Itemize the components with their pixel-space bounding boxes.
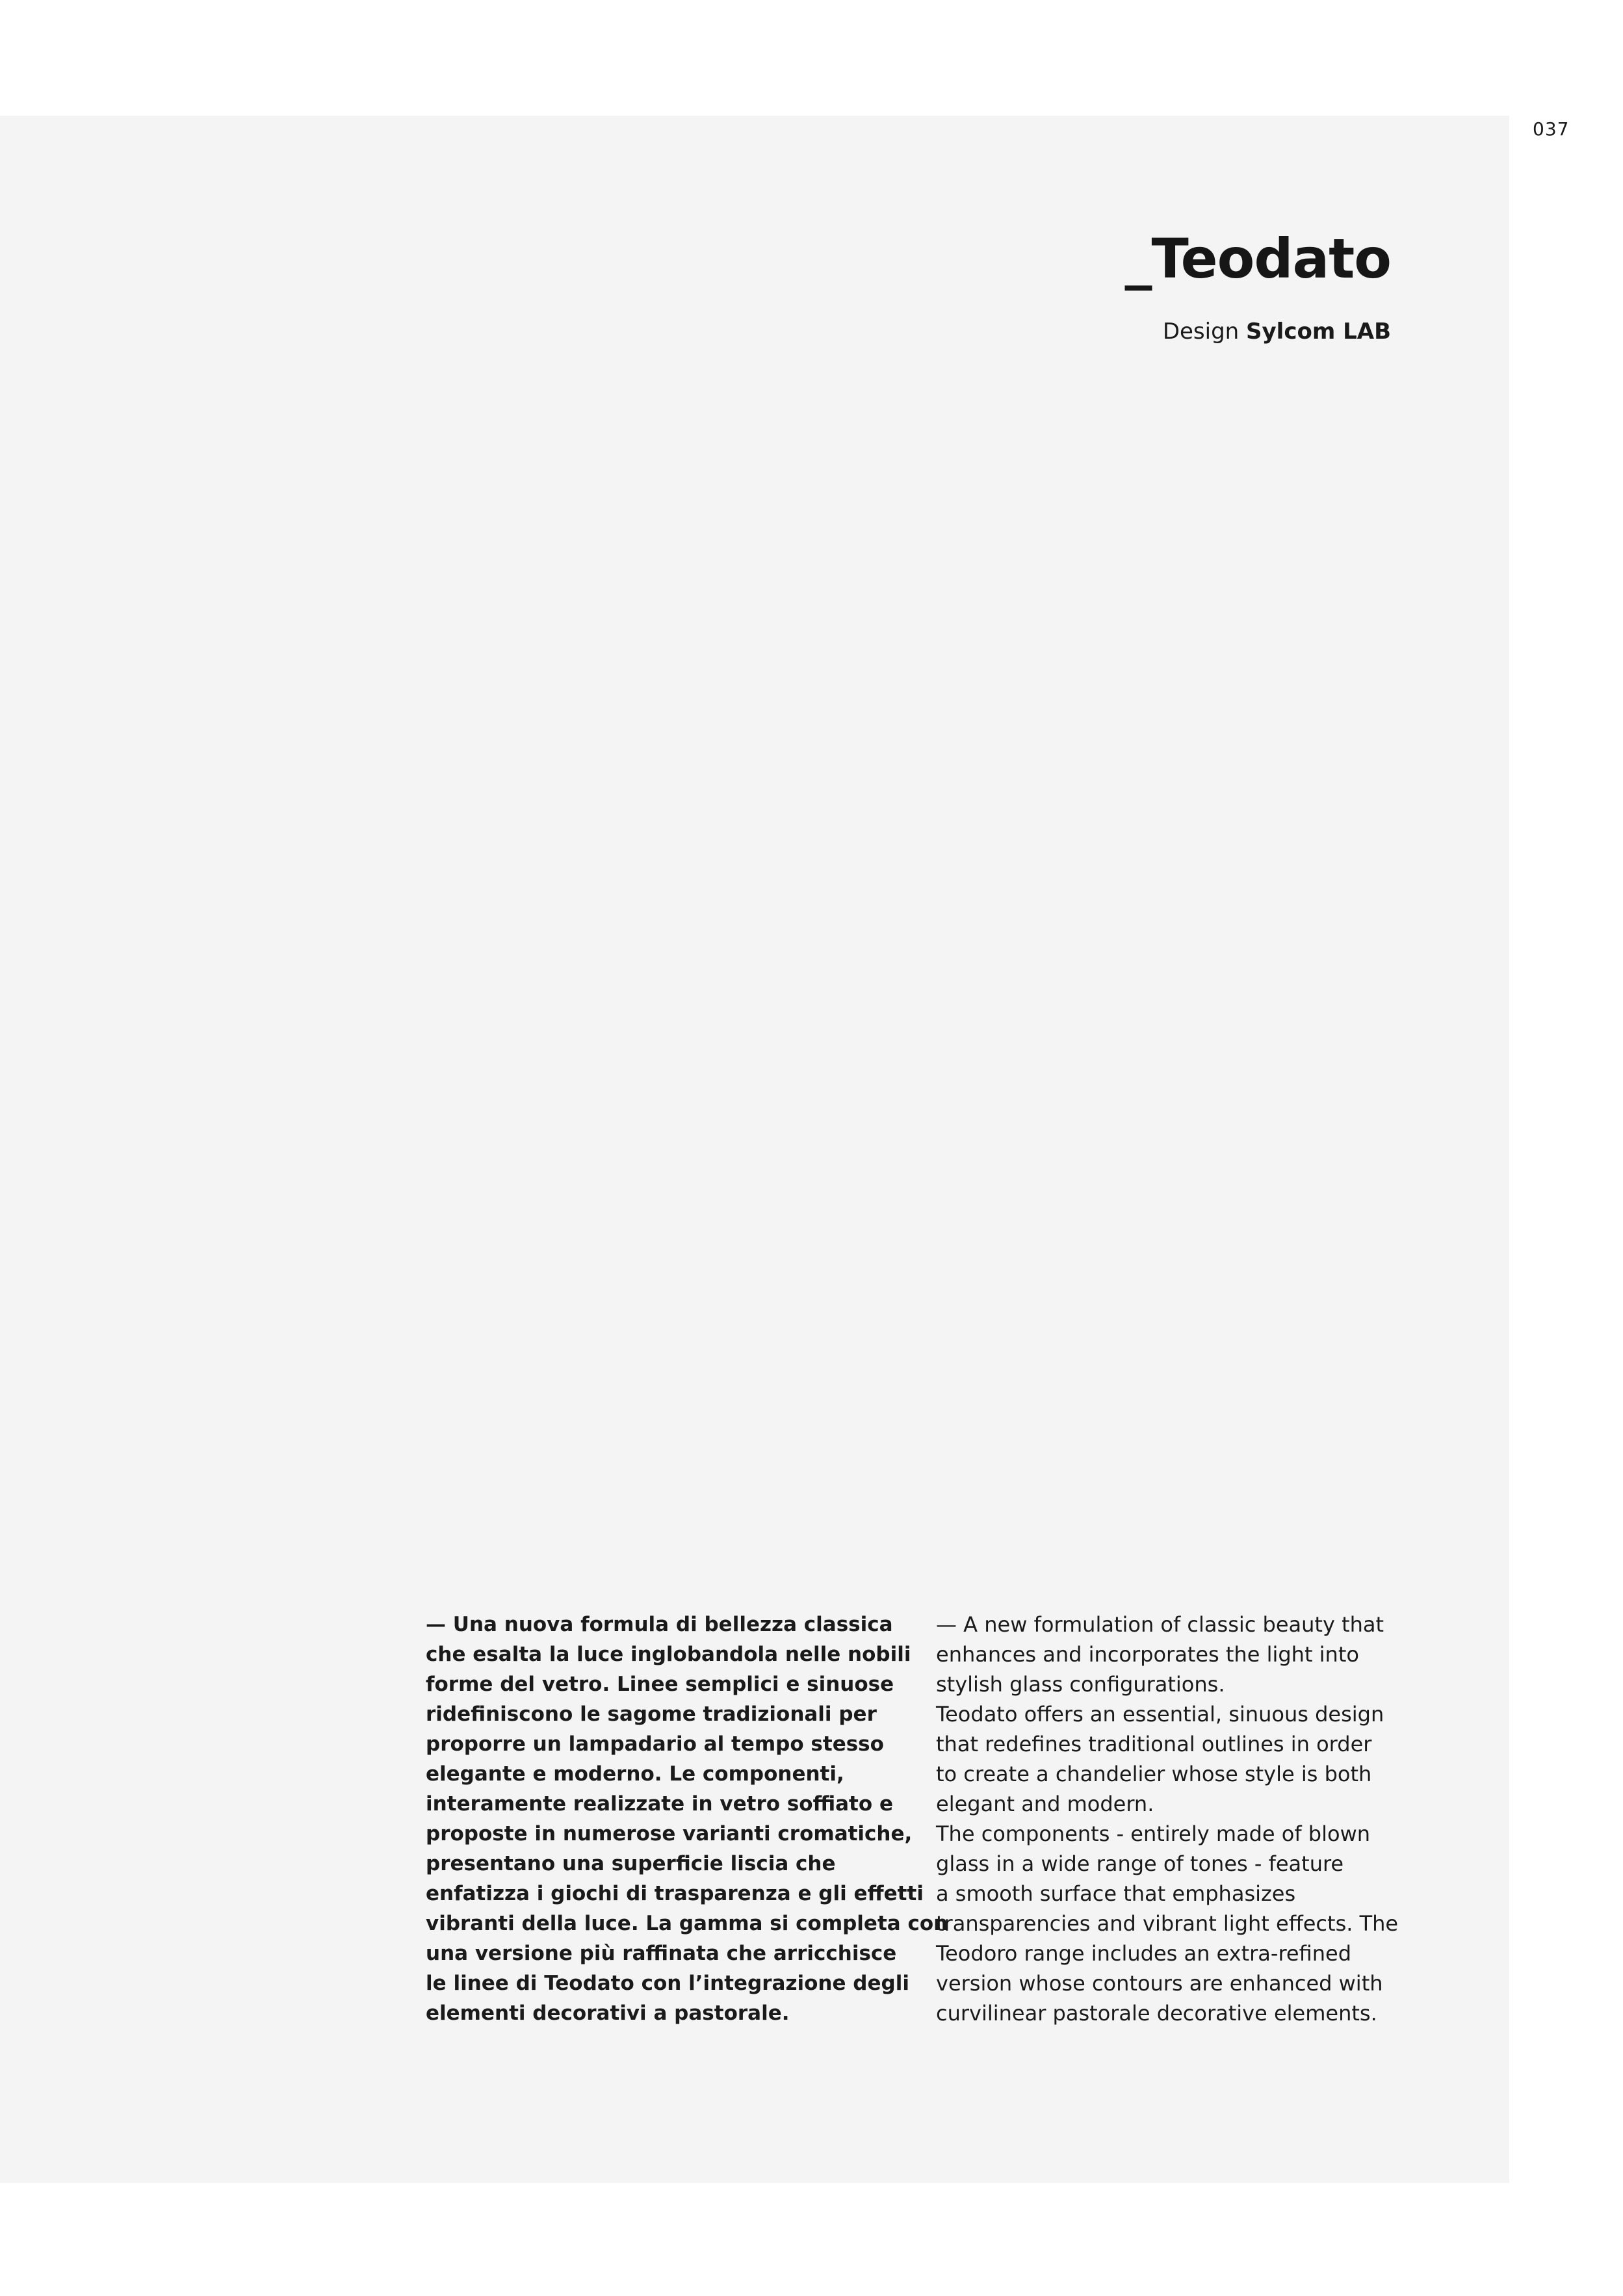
text-line: che esalta la luce inglobandola nelle nobili xyxy=(426,1643,911,1666)
text-line: forme del vetro. Linee semplici e sinuose xyxy=(426,1673,894,1696)
page-title: _Teodato xyxy=(1124,227,1391,291)
text-line: — A new formulation of classic beauty that xyxy=(936,1612,1384,1637)
text-line: elegant and modern. xyxy=(936,1792,1154,1816)
text-line: elementi decorativi a pastorale. xyxy=(426,2002,790,2025)
page-number: 037 xyxy=(1533,118,1570,140)
design-credit xyxy=(1163,320,1391,343)
text-line: proporre un lampadario al tempo stesso xyxy=(426,1732,884,1756)
design-credit-prefix: Design xyxy=(1162,319,1247,345)
text-line: — Una nuova formula di bellezza classica xyxy=(426,1613,893,1636)
text-line: vibranti della luce. La gamma si completa con xyxy=(426,1912,948,1935)
text-line: curvilinear pastorale decorative elements. xyxy=(936,2001,1377,2026)
text-line: enhances and incorporates the light into xyxy=(936,1642,1359,1667)
text-line: elegante e moderno. Le componenti, xyxy=(426,1762,844,1786)
text-line: a smooth surface that emphasizes xyxy=(936,1881,1296,1906)
text-line: presentano una superficie liscia che xyxy=(426,1852,836,1875)
text-line: interamente realizzate in vetro soffiato e xyxy=(426,1792,893,1816)
text-line: The components - entirely made of blown xyxy=(936,1821,1371,1846)
text-line: stylish glass configurations. xyxy=(936,1672,1225,1697)
description-italian xyxy=(426,1610,948,2028)
text-line: una versione più raffinata che arricchisce xyxy=(426,1942,897,1965)
text-line: that redefines traditional outlines in order xyxy=(936,1732,1372,1756)
designer-name: Sylcom LAB xyxy=(1246,319,1391,345)
text-line: ridefiniscono le sagome tradizionali per xyxy=(426,1702,877,1726)
text-line: to create a chandelier whose style is both xyxy=(936,1762,1372,1786)
text-line: Teodato offers an essential, sinuous design xyxy=(936,1702,1384,1727)
text-line: Teodoro range includes an extra-refined xyxy=(936,1941,1352,1966)
text-line: enfatizza i giochi di trasparenza e gli effetti xyxy=(426,1882,924,1905)
text-line: transparencies and vibrant light effects. The xyxy=(936,1911,1399,1936)
description-english xyxy=(936,1610,1399,2028)
text-line: version whose contours are enhanced with xyxy=(936,1971,1383,1996)
text-line: glass in a wide range of tones - feature xyxy=(936,1851,1344,1876)
text-line: le linee di Teodato con l’integrazione degli xyxy=(426,1972,909,1995)
text-line: proposte in numerose varianti cromatiche, xyxy=(426,1822,913,1846)
